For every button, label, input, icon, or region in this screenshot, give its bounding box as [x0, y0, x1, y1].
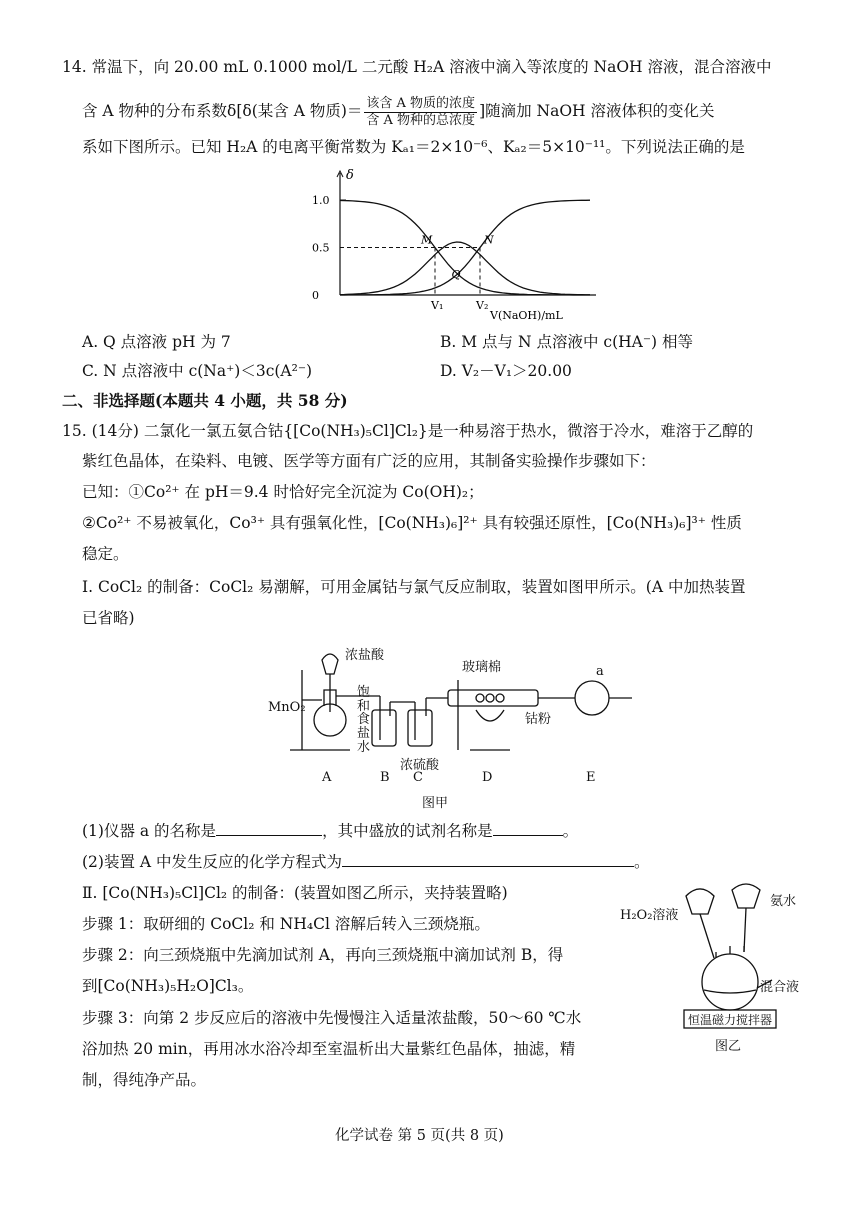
y-axis-label: δ — [346, 168, 354, 183]
letter-d: D — [482, 770, 493, 785]
q15-part1b: 已省略) — [82, 609, 135, 627]
x-tick-label: V₁ — [431, 299, 444, 312]
q15-part2: Ⅱ. [Co(NH₃)₅Cl]Cl₂ 的制备：(装置如图乙所示，夹持装置略) — [82, 884, 508, 902]
q15-intro1: 15. (14分) 二氯化一氯五氨合钴{[Co(NH₃)₅Cl]Cl₂}是一种易溶于热水，微溶于冷水，难溶于乙醇的 — [62, 422, 754, 440]
q15-sub2-pre: (2)装置 A 中发生反应的化学方程式为 — [82, 853, 343, 871]
q14-line2-post: ]随滴加 NaOH 溶液体积的变化关 — [479, 102, 715, 121]
letter-a: A — [322, 770, 332, 785]
q15-known1: 已知：①Co²⁺ 在 pH＝9.4 时恰好完全沉淀为 Co(OH)₂； — [82, 483, 484, 501]
label-mixture: 混合液 — [760, 980, 800, 995]
q14-line2 — [82, 96, 715, 128]
letter-e: E — [586, 770, 596, 785]
option-a: A. Q 点溶液 pH 为 7 — [82, 333, 231, 351]
y-tick-label: 1.0 — [312, 194, 330, 207]
q15-sub1-mid: ，其中盛放的试剂名称是 — [322, 822, 493, 840]
series-ha-line — [340, 242, 590, 295]
label-a: a — [596, 664, 604, 679]
q15-part1a: Ⅰ. CoCl₂ 的制备：CoCl₂ 易潮解，可用金属钴与氯气反应制取，装置如图甲所示。(A 中加热装置 — [82, 578, 746, 596]
label-stirrer: 恒温磁力搅拌器 — [688, 1013, 773, 1027]
y-tick-label: 0 — [312, 289, 319, 302]
answer-blank — [216, 834, 322, 836]
q15-step3a: 步骤 3：向第 2 步反应后的溶液中先慢慢注入适量浓盐酸，50～60 ℃水 — [82, 1009, 582, 1027]
caption-jia: 图甲 — [422, 796, 449, 811]
q15-sub1 — [82, 822, 578, 841]
q15-step2a: 步骤 2：向三颈烧瓶中先滴加试剂 A，再向三颈烧瓶中滴加试剂 B，得 — [82, 946, 564, 964]
label-cobalt: 钴粉 — [525, 712, 552, 727]
q14-line1: 14. 常温下，向 20.00 mL 0.1000 mol/L 二元酸 H₂A 溶液中滴入等浓度的 NaOH 溶液，混合溶液中 — [62, 58, 772, 76]
letter-c: C — [413, 770, 423, 785]
q15-known3: 稳定。 — [82, 545, 129, 563]
distribution-chart — [300, 165, 600, 325]
answer-blank — [493, 834, 563, 836]
point-label-q: Q — [451, 268, 461, 282]
letter-b: B — [380, 770, 390, 785]
option-d: D. V₂－V₁＞20.00 — [440, 362, 572, 380]
label-h2so4: 浓硫酸 — [400, 758, 440, 773]
q14-line2-pre: 含 A 物种的分布系数δ[δ(某含 A 物质)＝ — [82, 102, 363, 121]
q15-sub2-end: 。 — [634, 853, 650, 871]
label-hcl: 浓盐酸 — [345, 648, 385, 663]
fraction-denominator: 含 A 物种的总浓度 — [366, 112, 476, 128]
caption-yi: 图乙 — [715, 1039, 742, 1054]
option-b: B. M 点与 N 点溶液中 c(HA⁻) 相等 — [440, 333, 693, 351]
x-tick-label: V₂ — [476, 299, 489, 312]
label-mno2: MnO₂ — [268, 700, 306, 715]
q14-line3: 系如下图所示。已知 H₂A 的电离平衡常数为 Kₐ₁＝2×10⁻⁶、Kₐ₂＝5×10⁻¹¹。下列说法正确的是 — [82, 138, 745, 156]
q15-sub1-end: 。 — [562, 822, 579, 840]
label-brine: 饱和食盐水 — [357, 685, 371, 755]
fraction-numerator: 该含 A 物质的浓度 — [366, 96, 476, 111]
point-label-m: M — [421, 233, 433, 247]
q15-sub1-pre: (1)仪器 a 的名称是 — [82, 822, 217, 840]
section-heading: 二、非选择题(本题共 4 小题，共 58 分) — [62, 391, 348, 410]
label-ammonia: 氨水 — [770, 894, 797, 909]
fraction — [364, 96, 477, 128]
label-h2o2: H₂O₂溶液 — [620, 908, 679, 923]
q15-intro2: 紫红色晶体，在染料、电镀、医学等方面有广泛的应用，其制备实验操作步骤如下： — [82, 452, 656, 470]
label-glass-wool: 玻璃棉 — [462, 660, 502, 675]
page-footer: 化学试卷 第 5 页(共 8 页) — [335, 1128, 504, 1144]
option-c: C. N 点溶液中 c(Na⁺)＜3c(A²⁻) — [82, 362, 313, 380]
q15-sub2 — [82, 853, 650, 872]
q15-step3c: 制，得纯净产品。 — [82, 1071, 207, 1089]
q15-known2: ②Co²⁺ 不易被氧化，Co³⁺ 具有强氧化性，[Co(NH₃)₆]²⁺ 具有较强还原性，[Co(NH₃)₆]³⁺ 性质 — [82, 514, 742, 532]
x-axis-label: V(NaOH)/mL — [490, 309, 563, 322]
q15-step3b: 浴加热 20 min，再用冰水浴冷却至室温析出大量紫红色晶体，抽滤，精 — [82, 1040, 576, 1058]
q15-step2b: 到[Co(NH₃)₅H₂O]Cl₃。 — [82, 977, 254, 995]
point-label-n: N — [484, 233, 494, 247]
q15-step1: 步骤 1：取研细的 CoCl₂ 和 NH₄Cl 溶解后转入三颈烧瓶。 — [82, 915, 490, 933]
y-tick-label: 0.5 — [312, 241, 330, 255]
answer-blank — [342, 865, 634, 867]
